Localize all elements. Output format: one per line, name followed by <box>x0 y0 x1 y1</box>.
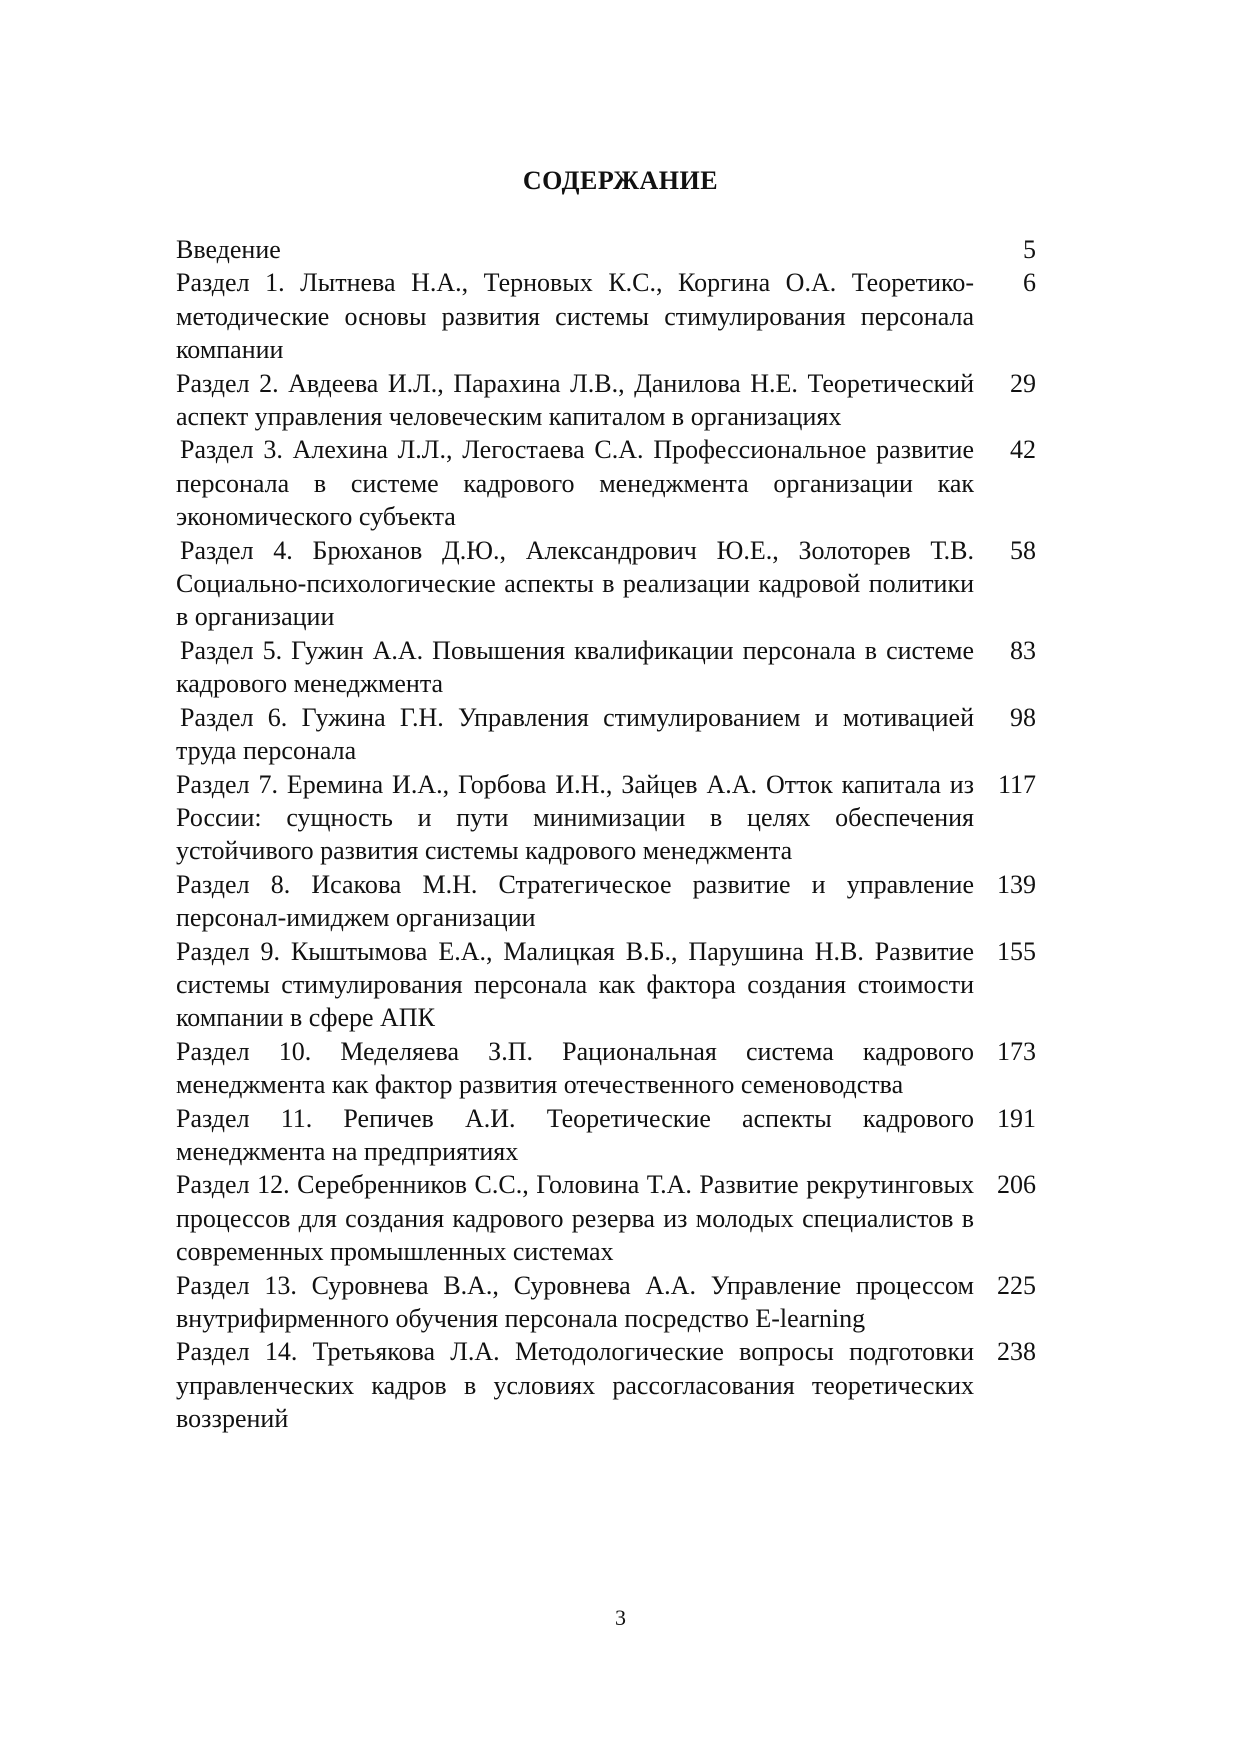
toc-entry-text: Раздел 12. Серебренников С.С., Головина Т.А. Развитие рекрутинговых процессов для создания кадрового резерва из молодых специалистов в современных промышленных системах <box>176 1170 974 1267</box>
toc-entry-text: Раздел 11. Репичев А.И. Теоретические аспекты кадрового менеджмента на предприятиях <box>176 1103 974 1166</box>
toc-entry-page: 83 <box>1010 635 1036 665</box>
page-title: СОДЕРЖАНИЕ <box>522 166 719 195</box>
toc-entry-page: 42 <box>1010 435 1036 465</box>
toc-entry-text: Раздел 2. Авдеева И.Л., Парахина Л.В., Данилова Н.Е. Теоретический аспект управления человеческим капиталом в организациях <box>176 368 974 432</box>
toc-entry-page: 117 <box>997 769 1036 799</box>
toc-entry-section-14 <box>176 1335 1086 1435</box>
toc-entry-page: 191 <box>997 1103 1036 1133</box>
toc-entry-page: 98 <box>1010 702 1036 732</box>
toc-entry-page: 6 <box>1023 268 1036 298</box>
toc-entry-section-12 <box>176 1168 1086 1268</box>
toc-entry-section-13 <box>176 1269 1086 1336</box>
toc-entry-page: 58 <box>1010 535 1036 565</box>
toc-entry-section-8 <box>176 868 1086 935</box>
toc-entry-text: Раздел 3. Алехина Л.Л., Легостаева С.А. Профессиональное развитие персонала в системе кадрового менеджмента организации как экономического субъекта <box>176 435 974 532</box>
toc-entry-section-9 <box>176 935 1086 1035</box>
page-number: 3 <box>615 1605 626 1630</box>
toc-entry-page: 225 <box>997 1270 1036 1300</box>
toc-entry-section-6 <box>176 701 1086 768</box>
toc-entry-page: 206 <box>997 1170 1036 1200</box>
toc-entry-page: 173 <box>997 1036 1036 1066</box>
toc-entry-section-10 <box>176 1035 1086 1102</box>
toc-entry-intro <box>176 233 1086 266</box>
toc-entry-text: Раздел 1. Лытнева Н.А., Терновых К.С., Коргина О.А. Теоретико-методические основы развития системы стимулирования персонала компании <box>176 268 974 365</box>
toc-entry-text: Раздел 8. Исакова М.Н. Стратегическое развитие и управление персонал-имиджем организации <box>176 869 974 933</box>
toc-entry-section-2 <box>176 367 1086 434</box>
toc-entry-page: 5 <box>1023 235 1036 264</box>
toc-entry-page: 155 <box>997 936 1036 966</box>
toc-entry-page: 139 <box>997 869 1036 899</box>
toc-entry-text: Раздел 5. Гужин А.А. Повышения квалификации персонала в системе кадрового менеджмента <box>176 635 974 699</box>
toc-entry-section-3 <box>176 433 1086 533</box>
toc-entry-section-7 <box>176 768 1086 868</box>
toc-entry-text: Введение <box>176 235 281 264</box>
toc-entry-page: 29 <box>1010 368 1036 398</box>
toc-entry-section-1 <box>176 266 1086 366</box>
toc-entry-section-11 <box>176 1102 1086 1169</box>
toc-entry-text: Раздел 14. Третьякова Л.А. Методологические вопросы подготовки управленческих кадров в условиях рассогласования теоретических воззрений <box>176 1337 974 1434</box>
toc-entry-section-5 <box>176 634 1086 701</box>
toc-entry-text: Раздел 6. Гужина Г.Н. Управления стимулированием и мотивацией труда персонала <box>176 702 974 766</box>
toc-entry-text: Раздел 9. Кыштымова Е.А., Малицкая В.Б., Парушина Н.В. Развитие системы стимулирования персонала как фактора создания стоимости компании в сфере АПК <box>176 936 974 1033</box>
toc-entry-text: Раздел 13. Суровнева В.А., Суровнева А.А. Управление процессом внутрифирменного обучения персонала посредство E-learning <box>176 1270 974 1333</box>
toc-entry-text: Раздел 4. Брюханов Д.Ю., Александрович Ю.Е., Золоторев Т.В. Социально-психологические аспекты в реализации кадровой политики в организации <box>176 535 974 632</box>
table-of-contents <box>176 233 1086 1436</box>
toc-entry-text: Раздел 10. Меделяева З.П. Рациональная система кадрового менеджмента как фактор развития отечественного семеноводства <box>176 1036 974 1100</box>
toc-entry-page: 238 <box>997 1337 1036 1367</box>
toc-entry-section-4 <box>176 534 1086 634</box>
toc-entry-text: Раздел 7. Еремина И.А., Горбова И.Н., Зайцев А.А. Отток капитала из России: сущность и пути минимизации в целях обеспечения устойчивого развития системы кадрового менеджмента <box>176 769 974 866</box>
